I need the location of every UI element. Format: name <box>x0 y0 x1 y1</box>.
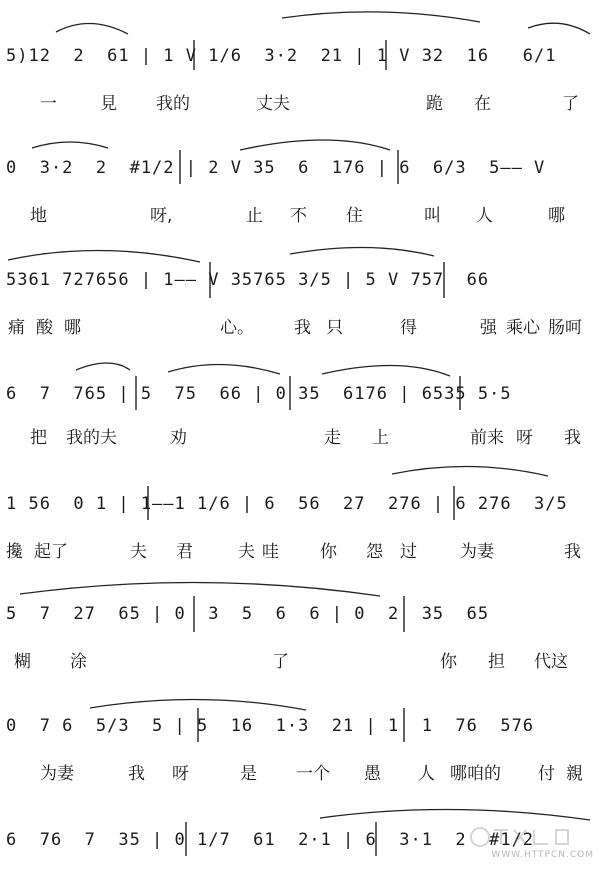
notation-text: 0 3·2 2 #1/2 | 2 V 35 6 176 | 6 6/3 5—— V <box>6 158 546 178</box>
lyric-word: 哪咱的 <box>450 764 501 784</box>
lyric-word: 痛 <box>8 318 25 338</box>
lyric-row-7 <box>0 758 602 790</box>
lyric-word: 哇 <box>262 542 279 562</box>
notation-row-4 <box>0 372 602 416</box>
lyric-word: 你 <box>320 542 337 562</box>
lyric-word: 代这 <box>534 652 568 672</box>
lyric-word: 君 <box>176 542 193 562</box>
notation-row-3 <box>0 258 602 302</box>
lyric-word: 过 <box>400 542 417 562</box>
lyric-word: 劝 <box>170 428 187 448</box>
lyric-word: 是 <box>240 764 257 784</box>
notation-text: 6 7 765 | 5 75 66 | 0 35 6176 | 6535 5·5 <box>6 384 512 404</box>
lyric-word: 在 <box>474 94 491 114</box>
notation-row-6 <box>0 592 602 636</box>
lyric-word: 人 <box>418 764 435 784</box>
notation-text: 1 56 0 1 | 1——1 1/6 | 6 56 27 276 | 6 276 3/5 <box>6 494 568 514</box>
lyric-word: 心。 <box>220 318 254 338</box>
lyric-word: 丈夫 <box>256 94 290 114</box>
notation-text: 6 76 7 35 | 0 1/7 61 2·1 | 6 3·1 2 #1/2 <box>6 830 535 850</box>
lyric-word: 得 <box>400 318 417 338</box>
lyric-word: 肠呵 <box>548 318 582 338</box>
lyric-word: 哪 <box>64 318 81 338</box>
lyric-word: 你 <box>440 652 457 672</box>
lyric-word: 親 <box>566 764 583 784</box>
notation-row-2 <box>0 146 602 190</box>
lyric-row-5 <box>0 536 602 568</box>
lyric-word: 夫 <box>130 542 147 562</box>
lyric-word: 乘心 <box>506 318 540 338</box>
notation-row-5 <box>0 482 602 526</box>
lyric-word: 强 <box>480 318 497 338</box>
lyric-word: 一个 <box>296 764 330 784</box>
lyric-word: 糊 <box>14 652 31 672</box>
lyric-word: 付 <box>538 764 555 784</box>
lyric-word: 呀 <box>516 428 533 448</box>
lyric-word: 前来 <box>470 428 504 448</box>
lyric-row-2 <box>0 200 602 232</box>
lyric-word: 走 <box>324 428 341 448</box>
lyric-word: 人 <box>476 206 493 226</box>
lyric-word: 我 <box>564 542 581 562</box>
lyric-word: 上 <box>372 428 389 448</box>
lyric-row-6 <box>0 646 602 678</box>
lyric-word: 涂 <box>70 652 87 672</box>
lyric-row-4 <box>0 422 602 454</box>
lyric-word: 把 <box>30 428 47 448</box>
lyric-word: 酸 <box>36 318 53 338</box>
lyric-row-1 <box>0 88 602 120</box>
lyric-word: 为妻 <box>40 764 74 784</box>
notation-text: 5361 727656 | 1—— V 35765 3/5 | 5 V 757 66 <box>6 270 490 290</box>
lyric-word: 見 <box>100 94 117 114</box>
lyric-word: 不 <box>290 206 307 226</box>
lyric-word: 叫 <box>424 206 441 226</box>
lyric-word: 呀 <box>172 764 189 784</box>
lyric-word: 愚 <box>364 764 381 784</box>
lyric-word: 呀, <box>150 206 173 226</box>
lyric-word: 为妻 <box>460 542 494 562</box>
lyric-word: 了 <box>272 652 289 672</box>
lyric-word: 我 <box>128 764 145 784</box>
lyric-word: 攙 <box>6 542 23 562</box>
lyric-word: 起了 <box>34 542 68 562</box>
lyric-word: 一 <box>40 94 57 114</box>
lyric-word: 我的夫 <box>66 428 117 448</box>
lyric-word: 地 <box>30 206 47 226</box>
notation-text: 5 7 27 65 | 0 3 5 6 6 | 0 2 35 65 <box>6 604 490 624</box>
lyric-word: 跪 <box>426 94 443 114</box>
lyric-word: 我的 <box>156 94 190 114</box>
lyric-word: 了 <box>562 94 579 114</box>
lyric-word: 夫 <box>238 542 255 562</box>
watermark-logo-icon <box>468 824 588 850</box>
lyric-word: 怨 <box>366 542 383 562</box>
lyric-row-3 <box>0 312 602 344</box>
lyric-word: 我 <box>294 318 311 338</box>
lyric-word: 我 <box>564 428 581 448</box>
notation-row-7 <box>0 704 602 748</box>
lyric-word: 担 <box>488 652 505 672</box>
notation-row-1 <box>0 34 602 78</box>
lyric-word: 止 <box>246 206 263 226</box>
lyric-word: 只 <box>326 318 343 338</box>
watermark-text: WWW.HTTPCN.COM <box>491 850 594 860</box>
lyric-word: 哪 <box>548 206 565 226</box>
notation-text: 5)12 2 61 | 1 V 1/6 3·2 21 | 1 V 32 16 6/1 <box>6 46 557 66</box>
notation-text: 0 7 6 5/3 5 | 5 16 1·3 21 | 1 1 76 576 <box>6 716 535 736</box>
lyric-word: 住 <box>346 206 363 226</box>
